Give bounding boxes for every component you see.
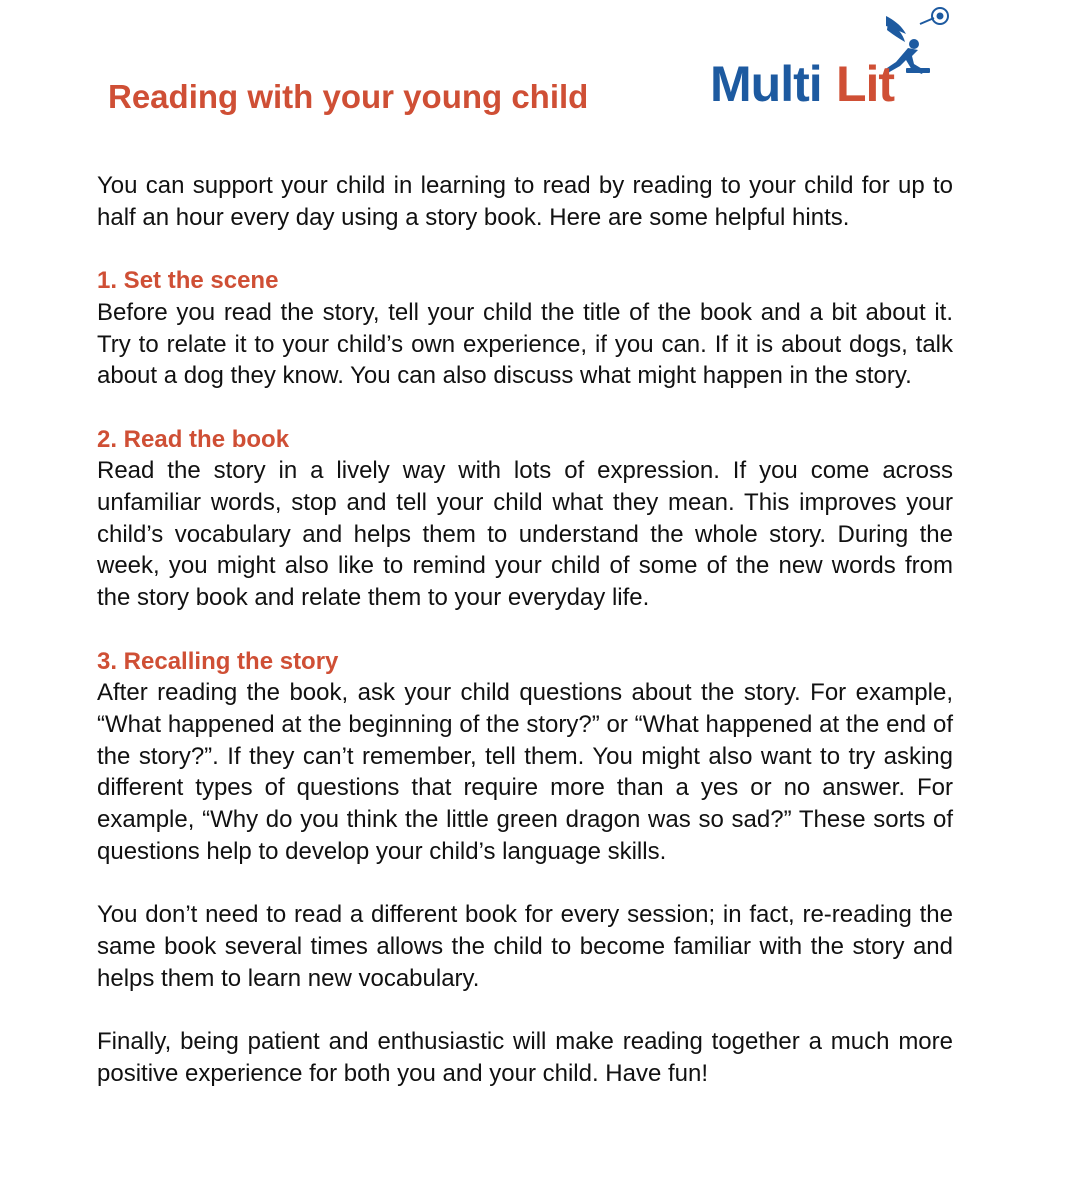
closing-paragraph-have-fun: Finally, being patient and enthusiastic will make reading together a much more positive experience for both you and your child. Have fun!: [97, 1027, 953, 1087]
section-body: Read the story in a lively way with lots of expression. If you come across unfamiliar words, stop and tell your child what they mean. This improves your child’s vocabulary and helps them to understand the whole story. During the week, you might also like to remind your child of some of the new words from the story book and relate them to your everyday life.: [97, 457, 953, 612]
section-body: After reading the book, ask your child questions about the story. For example, “What happened at the beginning of the story?” or “What happened at the end of the story?”. If they can’t remember, tell them. You might also want to try asking different types of questions that require more than a yes or no answer. For example, “Why do you think the little green dragon was so sad?” These sorts of questions help to develop your child’s language skills.: [97, 679, 953, 865]
logo-text-lit: Lit: [836, 56, 895, 112]
multilit-logo: [708, 4, 958, 114]
section-set-the-scene: [97, 265, 953, 392]
intro-paragraph: You can support your child in learning to read by reading to your child for up to half an hour every day using a story book. Here are some helpful hints.: [97, 172, 953, 231]
multilit-logo-graphic: [708, 4, 958, 114]
section-body: Before you read the story, tell your child the title of the book and a bit about it. Try to relate it to your child’s own experience, if you can. If it is about dogs, talk about a dog they know. You can also discuss what might happen in the story.: [97, 298, 953, 390]
page-title: Reading with your young child: [108, 78, 589, 115]
section-read-the-book: [97, 424, 953, 614]
section-heading: 1. Set the scene: [97, 267, 279, 295]
section-recalling-the-story: [97, 646, 953, 868]
section-heading: 2. Read the book: [97, 425, 290, 453]
section-heading: 3. Recalling the story: [97, 647, 339, 675]
logo-text-multi: Multi: [710, 56, 822, 112]
document-body: [97, 170, 953, 1121]
closing-paragraph-rereading: You don’t need to read a different book for every session; in fact, re-reading the same book several times allows the child to become familiar with the story and helps them to learn new vocabulary.: [97, 901, 953, 992]
